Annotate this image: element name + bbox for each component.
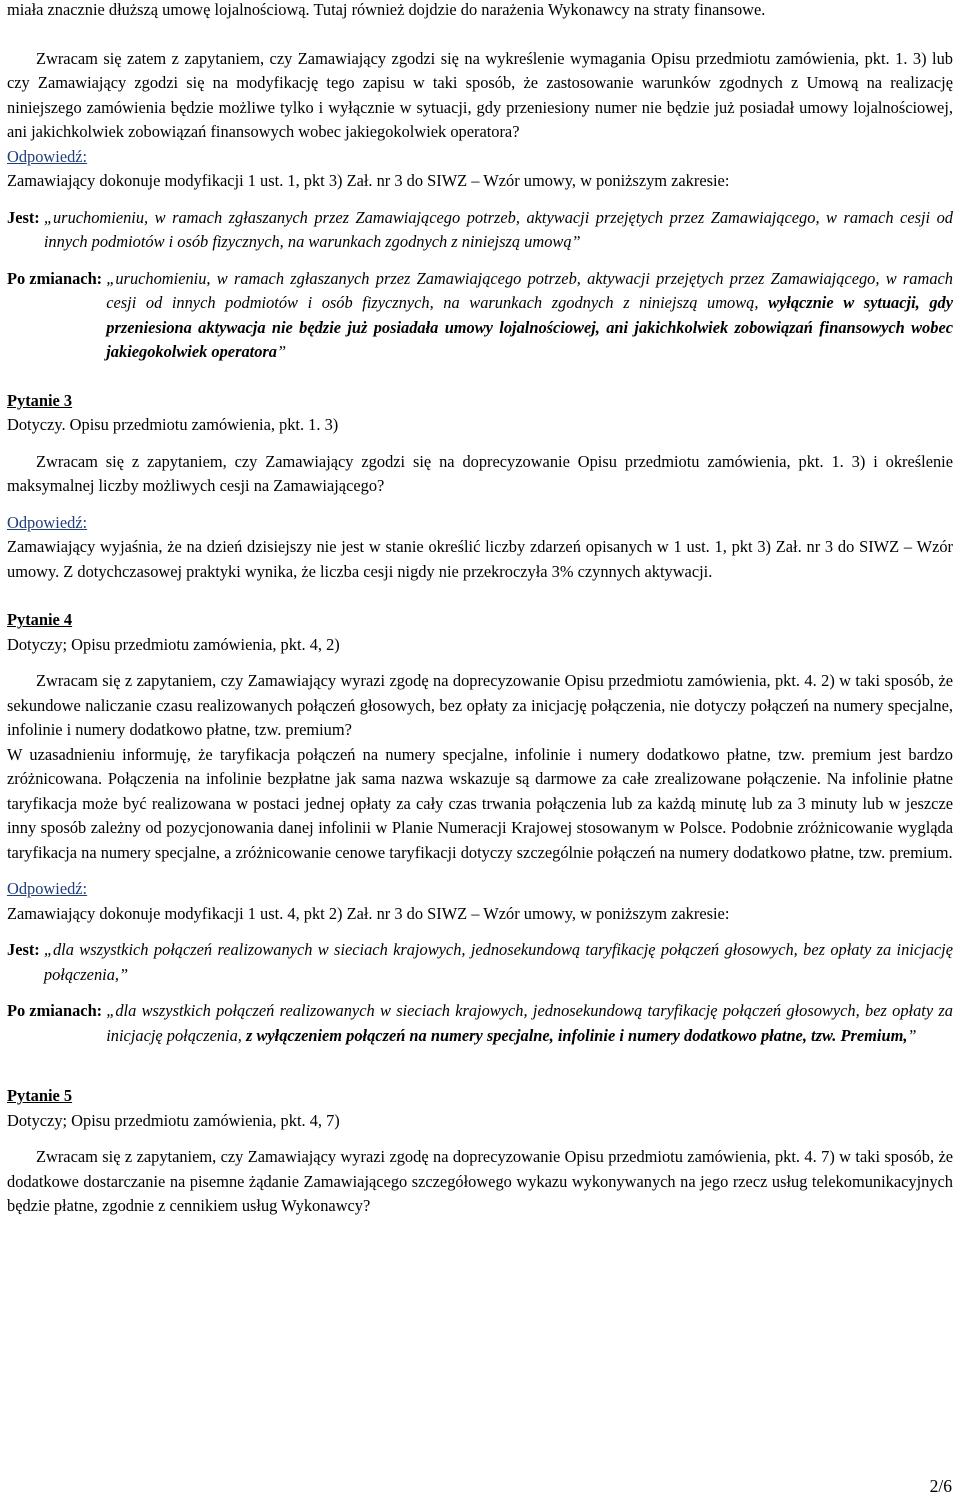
answer-2-jest [7,206,953,255]
question-3-text: Zwracam się z zapytaniem, czy Zamawiający zgodzi się na doprecyzowanie Opisu przedmiotu zamówienia, pkt. 1. 3) i określenie maksymalnej liczby możliwych cesji na Zamawiającego? [7,451,953,495]
answer-2-po-text: „uruchomieniu, w ramach zgłaszanych przez Zamawiającego potrzeb, aktywacji przejętych przez Zamawiającego, w ramach cesji od innych podmiotów i osób fizycznych, na warunkach zgodnych z niniejszą umową, wyłącznie w sytuacji, gdy przeniesiona aktywacja nie będzie już posiadała umowy lojalnościowej, ani jakichkolwiek zobowiązań finansowych wobec jakiegokolwiek operatora” [106,268,953,361]
question-2-text: Zwracam się zatem z zapytaniem, czy Zamawiający zgodzi się na wykreślenie wymagania Opisu przedmiotu zamówienia, pkt. 1. 3) lub czy Zamawiający zgodzi się na modyfikację tego zapisu w taki sposób, że zastosowanie warunków zgodnych z Umową na realizację niniejszego zamówienia będzie możliwe tylko i wyłącznie w sytuacji, gdy przeniesiony numer nie będzie już posiadał umowy lojalnościowej, ani jakichkolwiek zobowiązań finansowych wobec jakiegokolwiek operatora? [7,48,953,141]
question-4-text: Zwracam się z zapytaniem, czy Zamawiający wyrazi zgodę na doprecyzowanie Opisu przedmiotu zamówienia, pkt. 4. 2) w taki sposób, że sekundowe naliczanie czasu realizowanych połączeń głosowych, bez opłaty za inicjację połączenia, nie dotyczy połączeń na numery specjalne, infolinie i numery dodatkowo płatne, tzw. premium? [7,671,953,739]
page-number: 2/6 [929,1476,952,1496]
answer-4-po-zmianach [7,999,953,1048]
po-zmianach-label: Po zmianach: [7,1001,107,1020]
question-4-dotyczy: Dotyczy; Opisu przedmiotu zamówienia, pkt. 4, 2) [7,634,340,654]
question-5-text: Zwracam się z zapytaniem, czy Zamawiający wyrazi zgodę na doprecyzowanie Opisu przedmiotu zamówienia, pkt. 4. 7) w taki sposób, że dodatkowe dostarczanie na pisemne żądanie Zamawiającego szczegółowego wykazu wykonywanych na jego rzecz usług telekomunikacyjnych będzie płatne, zgodnie z cennikiem usług Wykonawcy? [7,1147,953,1215]
answer-4-intro: Zamawiający dokonuje modyfikacji 1 ust. 4, pkt 2) Zał. nr 3 do SIWZ – Wzór umowy, w poniższym zakresie: [7,903,730,923]
question-4-justification: W uzasadnieniu informuję, że taryfikacja połączeń na numery specjalne, infolinie i numery dodatkowo płatne, tzw. premium jest bardzo zróżnicowana. Połączenia na infolinie bezpłatne jak sama nazwa wskazuje są darmowe za całe zrealizowane połączenie. Na infolinie płatne taryfikacja może być realizowana w postaci jednej opłaty za cały czas trwania połączenia lub za każdą minutę lub za 3 minuty lub w jeszcze inny sposób zależny od pozycjonowania danej infolinii w Planie Numeracji Krajowej stosowanym w Polsce. Podobnie zróżnicowanie wygląda taryfikacja na numery specjalne, a zróżnicowanie cenowe taryfikacji dotyczy szczególnie połączeń na numery dodatkowo płatne, tzw. premium. [7,744,953,862]
paragraph-continuation: miała znacznie dłuższą umowę lojalnościową. Tutaj również dojdzie do narażenia Wykonawcy na straty finansowe. [7,0,766,19]
jest-label: Jest: [7,207,44,227]
question-3-dotyczy: Dotyczy. Opisu przedmiotu zamówienia, pkt. 1. 3) [7,415,339,434]
answer-4-jest-text: „dla wszystkich połączeń realizowanych w sieciach krajowych, jednosekundową taryfikację połączeń głosowych, bez opłaty za inicjację połączenia,” [43,940,953,984]
question-4-title: Pytanie 4 [7,610,73,629]
answer-4-po-text: „dla wszystkich połączeń realizowanych w sieciach krajowych, jednosekundową taryfikację połączeń głosowych, bez opłaty za inicjację połączenia, z wyłączeniem połączeń na numery specjalne, infolinie i numery dodatkowo płatne, tzw. Premium,” [106,1001,953,1045]
answer-label: Odpowiedź: [7,879,88,898]
question-5-title: Pytanie 5 [7,1086,73,1105]
answer-2-jest-text: „uruchomieniu, w ramach zgłaszanych przez Zamawiającego potrzeb, aktywacji przejętych przez Zamawiającego, w ramach cesji od innych podmiotów i osób fizycznych, na warunkach zgodnych z niniejszą umową” [43,207,953,251]
answer-4-jest [7,938,953,987]
answer-2-po-zmianach [7,267,953,365]
answer-label: Odpowiedź: [7,512,88,532]
question-5-dotyczy: Dotyczy; Opisu przedmiotu zamówienia, pkt. 4, 7) [7,1110,340,1130]
po-zmianach-label: Po zmianach: [7,268,107,288]
answer-3-text: Zamawiający wyjaśnia, że na dzień dzisiejszy nie jest w stanie określić liczby zdarzeń opisanych w 1 ust. 1, pkt 3) Zał. nr 3 do SIWZ – Wzór umowy. Z dotychczasowej praktyki wynika, że liczba cesji nigdy nie przekroczyła 3% czynnych aktywacji. [7,537,953,581]
question-3-title: Pytanie 3 [7,390,73,410]
jest-label: Jest: [7,940,44,959]
answer-label: Odpowiedź: [7,146,88,166]
answer-2-intro: Zamawiający dokonuje modyfikacji 1 ust. 1, pkt 3) Zał. nr 3 do SIWZ – Wzór umowy, w poniższym zakresie: [7,171,730,190]
